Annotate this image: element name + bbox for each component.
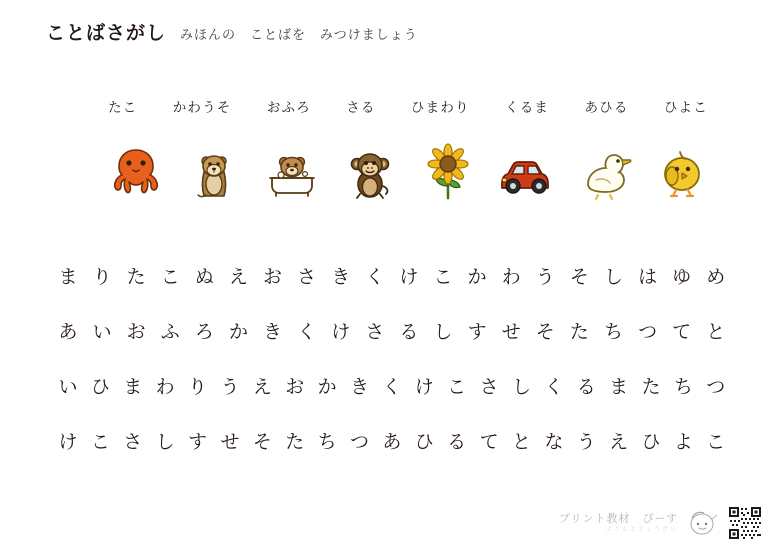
grid-cell: す	[467, 322, 487, 343]
grid-cell: つ	[706, 377, 726, 398]
grid-cell: し	[603, 267, 623, 288]
duck-icon	[572, 140, 636, 204]
grid-cell: り	[188, 377, 208, 398]
grid-cell: て	[672, 322, 692, 343]
word-label: さる	[346, 100, 376, 115]
grid-cell: か	[317, 377, 337, 398]
grid-cell: く	[365, 267, 385, 288]
bath-icon	[260, 140, 324, 204]
illustration-row	[104, 140, 714, 204]
grid-cell: ろ	[194, 322, 214, 343]
grid-cell: せ	[220, 432, 240, 453]
mascot-icon	[686, 508, 720, 538]
grid-cell: い	[92, 322, 112, 343]
grid-cell: お	[126, 322, 146, 343]
chick-icon	[650, 140, 714, 204]
grid-cell: あ	[382, 432, 402, 453]
grid-cell: そ	[252, 432, 272, 453]
grid-cell: ひ	[414, 432, 434, 453]
grid-cell: わ	[501, 267, 521, 288]
grid-cell: い	[58, 377, 78, 398]
grid-row	[52, 248, 732, 303]
grid-cell: た	[285, 432, 305, 453]
grid-cell: つ	[350, 432, 370, 453]
word-label: たこ	[108, 100, 138, 115]
word-label-row	[108, 96, 708, 116]
grid-cell: ま	[123, 377, 143, 398]
grid-cell: か	[228, 322, 248, 343]
word-label: かわうそ	[172, 100, 232, 115]
word-label: あひる	[584, 100, 629, 115]
grid-cell: う	[535, 267, 555, 288]
grid-cell: こ	[706, 432, 726, 453]
grid-cell: た	[641, 377, 661, 398]
grid-cell: ま	[609, 377, 629, 398]
page-header	[46, 18, 418, 45]
grid-cell: ち	[673, 377, 693, 398]
grid-cell: ち	[603, 322, 623, 343]
grid-cell: ゆ	[672, 267, 692, 288]
grid-cell: さ	[479, 377, 499, 398]
grid-cell: め	[706, 267, 726, 288]
word-label: ひまわり	[410, 100, 470, 115]
grid-cell: る	[399, 322, 419, 343]
grid-cell: こ	[433, 267, 453, 288]
grid-cell: き	[263, 322, 283, 343]
footer	[559, 506, 762, 540]
word-label: くるま	[505, 100, 550, 115]
grid-cell: つ	[638, 322, 658, 343]
grid-cell: く	[382, 377, 402, 398]
grid-cell: あ	[58, 322, 78, 343]
grid-cell: え	[609, 432, 629, 453]
grid-cell: り	[92, 267, 112, 288]
grid-cell: き	[331, 267, 351, 288]
grid-cell: な	[544, 432, 564, 453]
grid-cell: て	[479, 432, 499, 453]
grid-cell: う	[576, 432, 596, 453]
grid-cell: は	[638, 267, 658, 288]
grid-cell: さ	[123, 432, 143, 453]
grid-cell: わ	[155, 377, 175, 398]
word-label: ひよこ	[663, 100, 708, 115]
grid-cell: そ	[535, 322, 555, 343]
grid-cell: と	[706, 322, 726, 343]
grid-cell: し	[155, 432, 175, 453]
grid-cell: お	[263, 267, 283, 288]
brand-tagline: ぷりんときょうざい	[605, 526, 678, 533]
grid-cell: く	[544, 377, 564, 398]
grid-cell: た	[569, 322, 589, 343]
grid-cell: き	[350, 377, 370, 398]
grid-cell: え	[252, 377, 272, 398]
grid-cell: す	[188, 432, 208, 453]
qr-code-icon	[728, 506, 762, 540]
grid-cell: ぬ	[194, 267, 214, 288]
grid-cell: く	[297, 322, 317, 343]
grid-cell: と	[511, 432, 531, 453]
brand-block	[559, 513, 678, 534]
grid-cell: ふ	[160, 322, 180, 343]
grid-cell: か	[467, 267, 487, 288]
monkey-icon	[338, 140, 402, 204]
grid-cell: え	[228, 267, 248, 288]
grid-cell: さ	[297, 267, 317, 288]
grid-row	[52, 303, 732, 358]
grid-cell: こ	[447, 377, 467, 398]
grid-cell: う	[220, 377, 240, 398]
grid-cell: せ	[501, 322, 521, 343]
sunflower-icon	[416, 140, 480, 204]
grid-cell: け	[58, 432, 78, 453]
page-subtitle: みほんの ことばを みつけましょう	[180, 27, 418, 42]
grid-cell: そ	[569, 267, 589, 288]
grid-cell: ひ	[641, 432, 661, 453]
word-label: おふろ	[266, 100, 311, 115]
grid-cell: し	[433, 322, 453, 343]
grid-cell: る	[576, 377, 596, 398]
page-title: ことばさがし	[46, 23, 167, 44]
grid-cell: る	[447, 432, 467, 453]
grid-cell: ひ	[90, 377, 110, 398]
car-icon	[494, 140, 558, 204]
otter-icon	[182, 140, 246, 204]
letter-grid	[52, 248, 732, 468]
grid-cell: お	[285, 377, 305, 398]
grid-cell: た	[126, 267, 146, 288]
brand-name: プリント教材 ぴーす	[558, 512, 678, 525]
grid-cell: け	[331, 322, 351, 343]
grid-cell: ち	[317, 432, 337, 453]
grid-cell: し	[511, 377, 531, 398]
grid-cell: け	[399, 267, 419, 288]
grid-cell: ま	[58, 267, 78, 288]
octopus-icon	[104, 140, 168, 204]
grid-cell: よ	[673, 432, 693, 453]
grid-cell: さ	[365, 322, 385, 343]
grid-row	[52, 413, 732, 468]
grid-cell: こ	[90, 432, 110, 453]
grid-row	[52, 358, 732, 413]
grid-cell: け	[414, 377, 434, 398]
grid-cell: こ	[160, 267, 180, 288]
